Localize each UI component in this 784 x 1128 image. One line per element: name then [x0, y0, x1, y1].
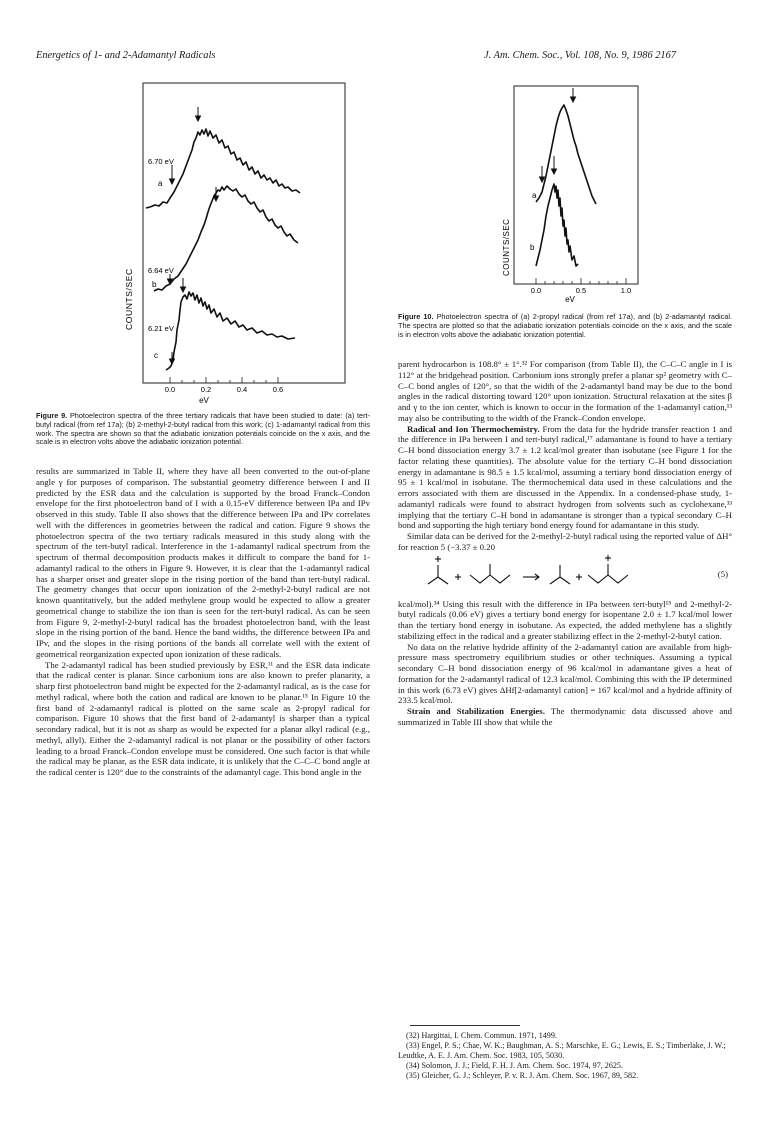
fig9-label-b: b: [152, 280, 157, 289]
reference-32: (32) Hargittai, I. Chem. Commun. 1971, 1499.: [406, 1031, 557, 1040]
fig9-trace-b: [154, 186, 298, 291]
figure-9-caption-label: Figure 9.: [36, 411, 68, 420]
fig9-label-c: c: [154, 351, 158, 360]
fig9-tick-1: 0.2: [200, 385, 212, 394]
section-heading-thermochemistry: Radical and Ion Thermochemistry.: [407, 423, 540, 434]
figure-10-caption-text: Photoelectron spectra of (a) 2-propyl radical (from ref 17a), and (b) 2-adamantyl radical. The spectra are plotted so that the adiabatic ionization potentials coincide on the x axis, and the scale is in electron volts above the adiabatic ionization potential.: [398, 312, 732, 339]
equation-number: (5): [717, 568, 728, 579]
running-header-right: J. Am. Chem. Soc., Vol. 108, No. 9, 1986 2167: [484, 50, 677, 61]
right-column: [398, 359, 732, 728]
fig10-tick-1: 0.5: [575, 286, 587, 295]
fig10-x-axis-label: eV: [565, 295, 575, 304]
figure-10-plot: [496, 80, 646, 306]
fig9-label-a: a: [158, 179, 163, 188]
fig9-trace-c: [166, 292, 295, 370]
fig9-label-ev-c: 6.21 eV: [148, 324, 174, 333]
references: [398, 1031, 732, 1081]
fig9-x-axis-label: eV: [199, 396, 209, 405]
fig10-trace-a: [536, 105, 596, 204]
reference-35: (35) Gleicher, G. J.; Schleyer, P. v. R. J. Am. Chem. Soc. 1967, 89, 582.: [406, 1070, 639, 1080]
footnote-rule: [410, 1025, 520, 1026]
fig9-label-ev-a: 6.70 eV: [148, 157, 174, 166]
fig9-tick-2: 0.4: [236, 385, 248, 394]
left-paragraph-2: The 2-adamantyl radical has been studied previously by ESR,¹¹ and the ESR data indicate that the radical center is planar. Since carbonium ions are also known to prefer planarity, a sharp first photoelectron band might be expected for the 2-adamantyl radical, as is the case for methyl radical, where both the cation and radical are known to be planar.¹⁵ In Figure 10 the first band of 2-adamantyl radical is plotted on the same scale as 2-propyl radical for comparison. Figure 10 shows that the first band of 2-adamantyl is sharper than a typical secondary radical, but it is not as sharp as would be expected for a planar alkyl radical (e.g., methyl, allyl). Either the 2-adamantyl radical is not planar or the possibility of other factors leading to a broad Franck–Condon envelope must be considered. One such factor is that while the radical may be planar, as the ESR data indicate, it is unlikely that the C–C–C bond angle at the radical center is 120° due to the constraints of the adamantyl cage. This bond angle in the: [36, 659, 370, 777]
right-paragraph-4: kcal/mol).³⁴ Using this result with the difference in IPa between tert-butyl¹⁵ and 2-methyl-2-butyl radicals (0.06 eV) gives a tertiary bond energy for isopentane 2.0 ± 1.7 kcal/mol lower than the tertiary bond energy in isobutane. As expected, the added methylene has a slightly stabilizing effect in the radical and a greater stabilizing effect in the 2-methyl-2-butyl cation.: [398, 598, 732, 641]
fig9-y-axis-label: COUNTS/SEC: [124, 268, 134, 330]
fig10-tick-2: 1.0: [620, 286, 632, 295]
figure-10-caption-label: Figure 10.: [398, 312, 434, 321]
figure-9-caption: [36, 412, 370, 447]
reference-34: (34) Solomon, J. J.; Field, F. H. J. Am. Chem. Soc. 1974, 97, 2625.: [406, 1060, 623, 1070]
section-heading-strain: Strain and Stabilization Energies.: [407, 706, 545, 716]
reference-33: (33) Engel, P. S.; Chae, W. K.; Baughman, A. S.; Marschke, E. G.; Lewis, E. S.; Timberlake, J. W.; Leudtke, A. E. J. Am. Chem. Soc. 1983, 105, 5030.: [398, 1040, 726, 1060]
fig10-label-a: a: [532, 191, 537, 200]
fig10-trace-b: [536, 184, 578, 266]
left-paragraph-1: results are summarized in Table II, where they have all been converted to the out-of-plane angle γ for purposes of comparison. The substantial geometry difference between I and II predicted by the ESR data and the calculation is supported by the broad Franck–Condon envelope for the first photoelectron band of I with a 0.15-eV difference between IPa and IPv observed in this study. Table II also shows that the difference between IPa and IPv correlates well with the differences in geometries between the radical and cation. Figure 9 shows the photoelectron spectra of the two tertiary radicals measured in this study along with the spectrum of the tert-butyl radical. Interference in the 1-adamantyl radical spectrum from the spectrum of thermal decomposition products makes it difficult to compare the band for 1-adamantyl radical to the others in Figure 9. However, it is clear that the 1-adamantyl radical has a sharper onset and greater slope in the rising portion of the band than tert-butyl radical. The geometry changes that occur upon ionization of the 2-methyl-2-butyl radical are not known quantitatively, but the added methylene group would be expected to allow a greater geometrical change to stabilize the ion than is seen for the tert-butyl radical. As can be seen from Figure 9, 2-methyl-2-butyl radical has the broadest photoelectron band, with the least slope in the rising portion of the band. Hence the band widths, the difference between IPa and IPv, and the slopes in the rising portions of the bands all correlate well with the extent of geometrical reorganization expected upon ionization of these radicals.: [36, 466, 370, 659]
figure-9: [110, 80, 350, 415]
running-header-left: Energetics of 1- and 2-Adamantyl Radicals: [36, 50, 216, 61]
fig9-label-ev-b: 6.64 eV: [148, 266, 174, 275]
fig10-tick-0: 0.0: [530, 286, 542, 295]
fig9-tick-3: 0.6: [272, 385, 284, 394]
figure-10: [496, 80, 646, 311]
fig9-trace-a: [146, 129, 300, 208]
right-paragraph-6: The thermodynamic data discussed above and summarized in Table III show that while the: [398, 706, 732, 727]
fig10-label-b: b: [530, 243, 535, 252]
right-paragraph-2: From the data for the hydride transfer reaction 1 and the difference in IPa between I and tert-butyl radical,¹⁷ adamantane is found to have a tertiary C–H bond dissociation energy 3.7 ± 1.2 kcal/mol greater than isobutane (see Figure 1 for the factor relating these quantities). The absolute value for the tertiary C–H bond dissociation energy in adamantane is 98.5 ± 1.5 kcal/mol, assuming a tertiary bond dissociation energy of 95 ± 1 kcal/mol in isobutane. The thermochemical data used in these calculations and the errors associated with them are discussed in the Appendix. In a condensed-phase study, 1-adamantyl radicals were found to abstract hydrogen from solvents such as cyclohexane,³³ implying that the tertiary C–H bond in adamantane is stronger than a typical secondary C–H bond and supporting the high tertiary bond energy found for adamantane in this study.: [398, 423, 732, 531]
figure-10-caption: [398, 313, 732, 339]
figure-9-plot: [110, 80, 350, 410]
reaction-5-structures: [398, 553, 732, 599]
figure-9-caption-text: Photoelectron spectra of the three tertiary radicals that have been studied to date: (a) tert-butyl radical (from ref 17a); (b) 2-methyl-2-butyl radical from this work; (c) 1-adamantyl radical from this work. The spectra are shown so that the adiabatic ionization potentials coincide on the x axis, and the scale is in electron volts above the adiabatic ionization potential.: [36, 411, 370, 447]
right-paragraph-5: No data on the relative hydride affinity of the 2-adamantyl cation are available from high-pressure mass spectrometry equilibrium studies or other techniques. Assuming a typical secondary C–H bond dissociation energy of 96 kcal/mol in adamantane gives a heat of formation for the 2-adamantyl radical of 12.3 kcal/mol. Combining this with the IP determined in this work (6.73 eV) gives ΔHf[2-adamantyl cation] = 167 kcal/mol and a hydride affinity of 233.5 kcal/mol.: [398, 641, 732, 706]
fig10-y-axis-label: COUNTS/SEC: [502, 218, 511, 276]
fig9-tick-0: 0.0: [164, 385, 176, 394]
left-column: [36, 466, 370, 778]
right-paragraph-1: parent hydrocarbon is 108.8° ± 1°.³² For comparison (from Table II), the C–C–C angle in I is 112° at the bridgehead position. Carbonium ions strongly prefer a planar sp² geometry with C–C–C bond angles of 120°, so that the width of the 2-adamantyl band may be due to the bond angles in the radical distorting toward 120° upon ionization. Structural relaxation at the sites β and γ to the ion center, which is known to occur in the formation of the 1-adamantyl cation,¹³ may also be contributing to the width of the Franck–Condon envelope.: [398, 359, 732, 423]
right-paragraph-3: Similar data can be derived for the 2-methyl-2-butyl radical using the reported value of ΔH° for reaction 5 (−3.37 ± 0.20: [398, 531, 732, 552]
reaction-5: [398, 553, 732, 599]
